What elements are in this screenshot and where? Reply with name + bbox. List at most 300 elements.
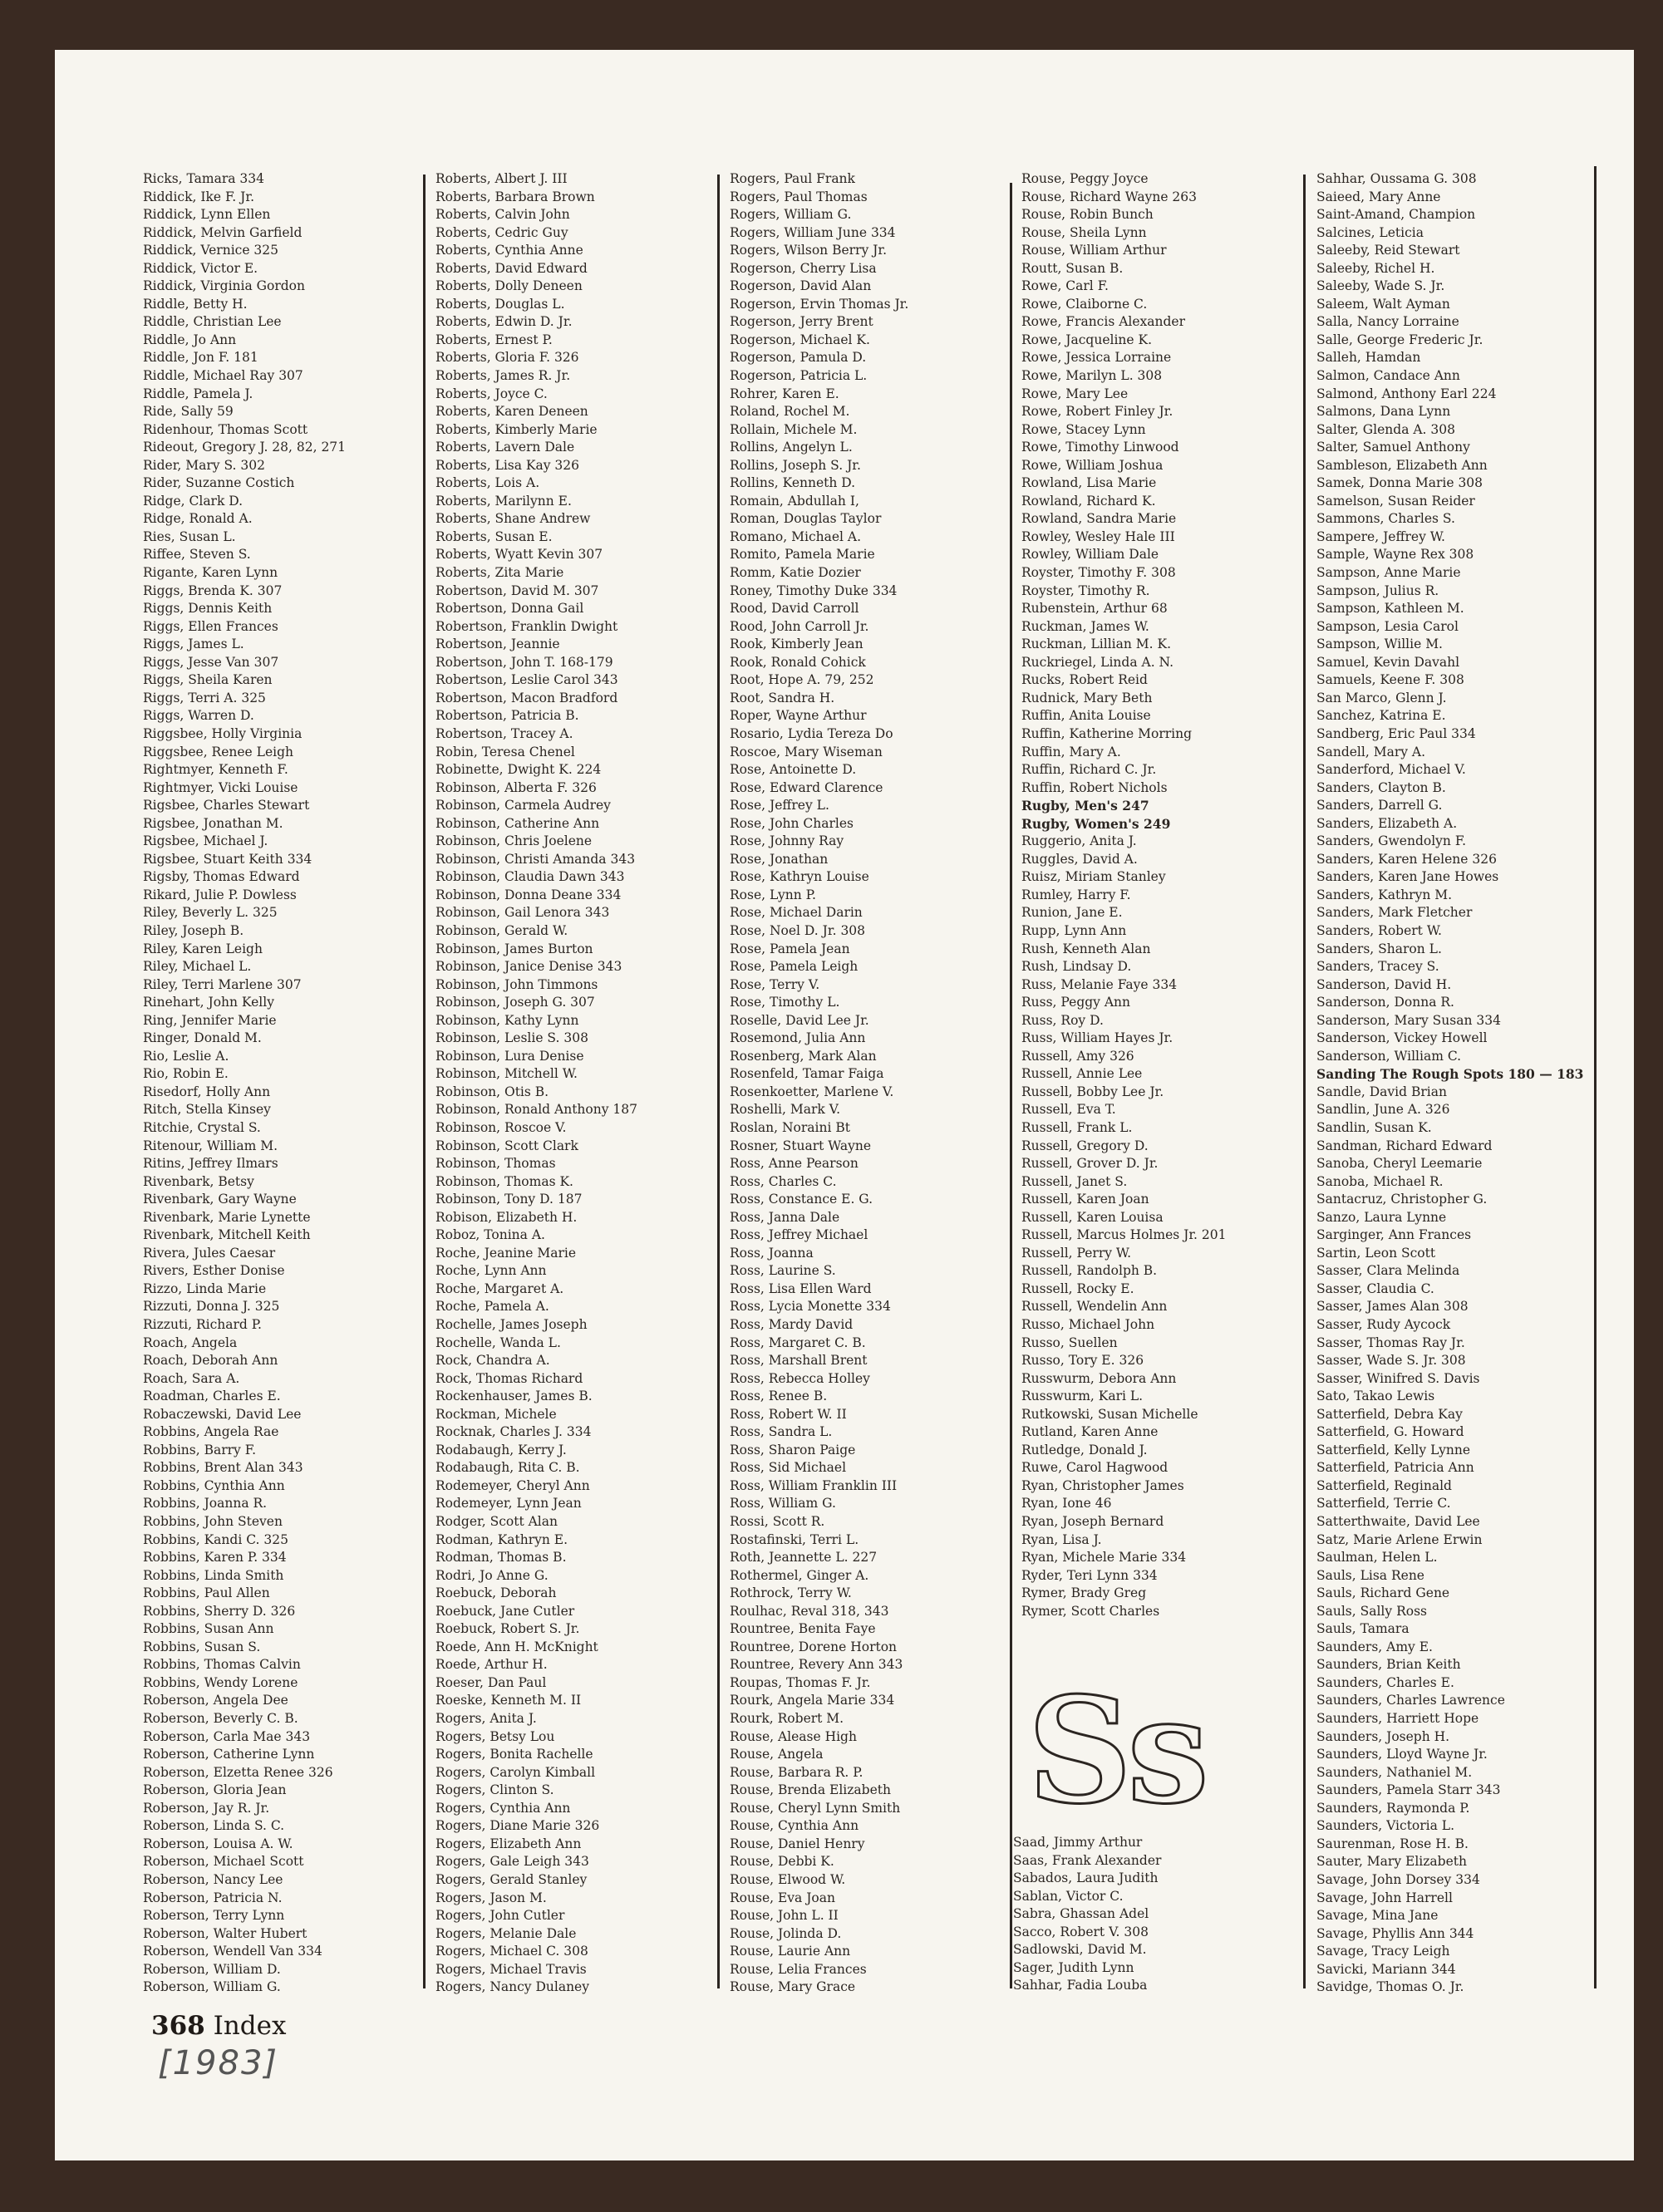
index-entry: Ritch, Stella Kinsey <box>143 1102 271 1118</box>
index-entry: Romm, Katie Dozier <box>730 565 861 581</box>
index-entry: Saleeby, Wade S. Jr. <box>1316 278 1445 294</box>
index-entry: Rogers, Paul Frank <box>730 171 855 186</box>
index-entry: Rosner, Stuart Wayne <box>730 1138 872 1153</box>
index-entry: Salmon, Candace Ann <box>1316 368 1460 384</box>
index-entry: Russell, Rocky E. <box>1021 1281 1134 1296</box>
index-entry: Rush, Kenneth Alan <box>1021 941 1151 956</box>
index-entry: Sandell, Mary A. <box>1316 744 1426 759</box>
column-divider <box>423 175 426 1988</box>
page-folio <box>151 2011 286 2041</box>
index-entry: Riddick, Ike F. Jr. <box>143 189 255 204</box>
index-entry: Romain, Abdullah I, <box>730 493 859 509</box>
index-entry: Robinson, Mitchell W. <box>435 1066 578 1082</box>
index-entry: Saunders, Charles E. <box>1316 1674 1454 1690</box>
index-entry: Ridge, Clark D. <box>143 493 244 509</box>
index-entry: Sanderson, Donna R. <box>1316 995 1454 1010</box>
index-entry: Ricks, Tamara 334 <box>143 171 264 186</box>
index-entry: Riddle, Pamela J. <box>143 386 253 401</box>
index-entry: Robison, Elizabeth H. <box>435 1209 578 1225</box>
index-entry: Saunders, Nathaniel M. <box>1316 1764 1473 1780</box>
column-divider <box>1010 183 1012 1988</box>
index-entry: Rouse, Cheryl Lynn Smith <box>730 1800 901 1816</box>
index-page <box>55 50 1634 2160</box>
index-entry: Rowley, William Dale <box>1021 547 1159 563</box>
index-entry: Rogers, Gale Leigh 343 <box>435 1854 589 1870</box>
index-entry: Riddle, Jo Ann <box>143 332 237 347</box>
index-entry: San Marco, Glenn J. <box>1316 690 1447 705</box>
index-entry: Roebuck, Jane Cutler <box>435 1603 575 1619</box>
index-entry: Routt, Susan B. <box>1021 260 1124 276</box>
index-entry: Robertson, Tracey A. <box>435 725 573 741</box>
index-entry: Roberts, Lavern Dale <box>435 440 575 455</box>
index-entry: Roberts, Edwin D. Jr. <box>435 314 573 330</box>
index-entry: Rodger, Scott Alan <box>435 1514 558 1530</box>
index-entry: Ryan, Christopher James <box>1021 1477 1184 1493</box>
index-entry: Roberson, Terry Lynn <box>143 1908 285 1924</box>
index-entry: Rountree, Revery Ann 343 <box>730 1657 903 1673</box>
index-entry: Sasser, Thomas Ray Jr. <box>1316 1335 1465 1350</box>
index-entry: Ryan, Michele Marie 334 <box>1021 1550 1187 1566</box>
index-entry: Savidge, Thomas O. Jr. <box>1316 1979 1464 1995</box>
index-entry: Royster, Timothy F. 308 <box>1021 565 1176 581</box>
index-entry: Rigante, Karen Lynn <box>143 565 278 581</box>
index-entry: Rowland, Richard K. <box>1021 493 1156 509</box>
index-entry: Sanders, Kathryn M. <box>1316 887 1453 902</box>
index-entry: Rouse, Jolinda D. <box>730 1925 842 1941</box>
index-entry: Russell, Eva T. <box>1021 1102 1116 1118</box>
index-entry: Roberts, Kimberly Marie <box>435 421 598 437</box>
index-entry: Saint-Amand, Champion <box>1316 207 1476 223</box>
index-entry: Ryan, Lisa J. <box>1021 1531 1102 1547</box>
index-entry: Ross, Robert W. II <box>730 1406 847 1422</box>
index-entry: Sanderson, William C. <box>1316 1048 1462 1064</box>
index-entry: Robinson, Janice Denise 343 <box>435 959 622 975</box>
index-entry: Rigsby, Thomas Edward <box>143 869 300 885</box>
index-entry: Rowe, Jessica Lorraine <box>1021 350 1172 366</box>
index-entry: Ross, Constance E. G. <box>730 1192 873 1207</box>
index-entry: Saunders, Victoria L. <box>1316 1818 1455 1834</box>
index-entry: Rood, David Carroll <box>730 601 859 617</box>
index-entry: Roberson, William G. <box>143 1979 281 1995</box>
index-entry: Robbins, Cynthia Ann <box>143 1477 285 1493</box>
index-entry: Robinson, Thomas <box>435 1156 556 1172</box>
index-entry: Riddick, Vernice 325 <box>143 243 279 258</box>
index-entry: Rogers, Wilson Berry Jr. <box>730 243 887 258</box>
index-entry: Rodri, Jo Anne G. <box>435 1567 549 1583</box>
index-entry: Sanders, Karen Helene 326 <box>1316 851 1497 867</box>
index-entry: Sanoba, Michael R. <box>1316 1173 1444 1189</box>
index-entry: Ryder, Teri Lynn 334 <box>1021 1567 1158 1583</box>
index-entry: Rouse, Angela <box>730 1747 824 1762</box>
index-entry: Roche, Lynn Ann <box>435 1263 547 1279</box>
index-entry: Satterfield, Terrie C. <box>1316 1496 1451 1512</box>
index-entry: Sanders, Clayton B. <box>1316 779 1446 795</box>
index-entry: Savage, Mina Jane <box>1316 1908 1439 1924</box>
index-entry: Rose, Timothy L. <box>730 995 840 1010</box>
index-entry: Rouse, Cynthia Ann <box>730 1818 859 1834</box>
index-entry: Rutkowski, Susan Michelle <box>1021 1406 1198 1422</box>
index-entry: Rock, Thomas Richard <box>435 1370 583 1386</box>
index-entry: Royster, Timothy R. <box>1021 582 1150 598</box>
index-entry: Robinson, Gerald W. <box>435 922 568 938</box>
index-entry: Roupas, Thomas F. Jr. <box>730 1674 871 1690</box>
index-entry: Roberts, Marilynn E. <box>435 493 572 509</box>
index-entry: Satterthwaite, David Lee <box>1316 1514 1480 1530</box>
index-entry: Ritenour, William M. <box>143 1138 278 1153</box>
index-entry: Riggs, Jesse Van 307 <box>143 654 279 670</box>
index-entry: Sanders, Karen Jane Howes <box>1316 869 1499 885</box>
index-entry: Rogers, Gerald Stanley <box>435 1871 588 1887</box>
index-entry: Sammons, Charles S. <box>1316 511 1455 527</box>
index-entry: Robertson, Leslie Carol 343 <box>435 672 618 688</box>
index-entry: Rupp, Lynn Ann <box>1021 922 1127 938</box>
index-entry: Roberson, Angela Dee <box>143 1693 288 1708</box>
index-entry: Riggs, Sheila Karen <box>143 672 273 688</box>
index-entry: Rutland, Karen Anne <box>1021 1424 1159 1440</box>
index-entry: Sabados, Laura Judith <box>1013 1870 1159 1886</box>
index-entry: Robinette, Dwight K. 224 <box>435 762 602 778</box>
index-entry: Ruggles, David A. <box>1021 851 1138 867</box>
index-column-2 <box>435 170 637 1997</box>
index-entry: Runion, Jane E. <box>1021 905 1123 921</box>
index-entry: Ross, Margaret C. B. <box>730 1335 866 1350</box>
index-entry: Robertson, Jeannie <box>435 637 560 652</box>
index-entry: Ross, Charles C. <box>730 1173 837 1189</box>
index-entry: Russo, Suellen <box>1021 1335 1118 1350</box>
index-entry: Robbins, Kandi C. 325 <box>143 1531 288 1547</box>
index-entry: Russ, William Hayes Jr. <box>1021 1030 1173 1046</box>
index-entry: Roberts, Zita Marie <box>435 565 564 581</box>
index-entry: Rochelle, James Joseph <box>435 1317 588 1332</box>
index-entry: Sarginger, Ann Frances <box>1316 1227 1472 1243</box>
index-entry: Robbins, Angela Rae <box>143 1424 279 1440</box>
index-entry: Rush, Lindsay D. <box>1021 959 1132 975</box>
index-entry: Riddle, Michael Ray 307 <box>143 368 303 384</box>
index-entry: Rigsbee, Charles Stewart <box>143 798 310 814</box>
index-entry: Rightmyer, Kenneth F. <box>143 762 288 778</box>
index-entry: Rosemond, Julia Ann <box>730 1030 866 1046</box>
index-entry: Robinson, Donna Deane 334 <box>435 887 622 902</box>
index-entry: Rollins, Joseph S. Jr. <box>730 457 861 473</box>
index-entry: Sanding The Rough Spots 180 — 183 <box>1316 1066 1584 1083</box>
index-entry: Satterfield, Reginald <box>1316 1477 1452 1493</box>
index-entry: Robinson, Otis B. <box>435 1084 549 1099</box>
index-entry: Riffee, Steven S. <box>143 547 251 563</box>
index-entry: Roberts, David Edward <box>435 260 588 276</box>
index-entry: Sasser, Clara Melinda <box>1316 1263 1460 1279</box>
index-entry: Rogers, John Cutler <box>435 1908 565 1924</box>
index-entry: Riggs, Dennis Keith <box>143 601 273 617</box>
index-entry: Rowley, Wesley Hale III <box>1021 528 1175 544</box>
index-entry: Roney, Timothy Duke 334 <box>730 582 898 598</box>
index-entry: Satz, Marie Arlene Erwin <box>1316 1531 1483 1547</box>
index-entry: Ringer, Donald M. <box>143 1030 262 1046</box>
index-entry: Sanderson, Mary Susan 334 <box>1316 1012 1501 1028</box>
index-entry: Robinson, Christi Amanda 343 <box>435 851 636 867</box>
column-divider <box>1303 175 1306 1988</box>
index-entry: Robbins, Susan Ann <box>143 1621 274 1637</box>
index-entry: Russell, Gregory D. <box>1021 1138 1149 1153</box>
index-entry: Sasser, Wade S. Jr. 308 <box>1316 1353 1466 1369</box>
index-entry: Roche, Pamela A. <box>435 1299 549 1315</box>
index-entry: Ridge, Ronald A. <box>143 511 253 527</box>
index-entry: Saleeby, Reid Stewart <box>1316 243 1460 258</box>
index-entry: Rivenbark, Betsy <box>143 1173 254 1189</box>
index-entry: Riggs, Warren D. <box>143 708 254 724</box>
index-entry: Roberson, William D. <box>143 1961 281 1977</box>
index-entry: Rodemeyer, Lynn Jean <box>435 1496 582 1512</box>
index-entry: Riddick, Victor E. <box>143 260 258 276</box>
index-entry: Rinehart, John Kelly <box>143 995 274 1010</box>
index-entry: Rymer, Brady Greg <box>1021 1585 1147 1601</box>
index-entry: Russell, Annie Lee <box>1021 1066 1143 1082</box>
index-entry: Rowe, Francis Alexander <box>1021 314 1185 330</box>
index-entry: Sandlin, June A. 326 <box>1316 1102 1450 1118</box>
index-entry: Ross, Marshall Brent <box>730 1353 868 1369</box>
index-entry: Rouse, John L. II <box>730 1908 839 1924</box>
index-entry: Rosenfeld, Tamar Faiga <box>730 1066 884 1082</box>
index-entry: Russell, Bobby Lee Jr. <box>1021 1084 1164 1099</box>
index-entry: Roberts, Joyce C. <box>435 386 548 401</box>
index-entry: Rouse, Eva Joan <box>730 1890 835 1905</box>
index-entry: Robinson, Alberta F. 326 <box>435 779 597 795</box>
index-entry: Ross, Jeffrey Michael <box>730 1227 868 1243</box>
index-entry: Roberson, Michael Scott <box>143 1854 304 1870</box>
index-entry: Samuel, Kevin Davahl <box>1316 654 1460 670</box>
index-entry: Rollain, Michele M. <box>730 421 858 437</box>
index-entry: Roberson, Carla Mae 343 <box>143 1728 311 1744</box>
index-entry: Rogers, William June 334 <box>730 224 896 240</box>
index-entry: Ross, Anne Pearson <box>730 1156 859 1172</box>
index-entry: Rizzo, Linda Marie <box>143 1281 267 1296</box>
index-entry: Robinson, Leslie S. 308 <box>435 1030 588 1046</box>
index-entry: Sanders, Elizabeth A. <box>1316 815 1458 831</box>
index-entry: Saieed, Mary Anne <box>1316 189 1441 204</box>
index-entry: Rodman, Kathryn E. <box>435 1531 568 1547</box>
index-entry: Samuels, Keene F. 308 <box>1316 672 1464 688</box>
index-entry: Rogerson, Patricia L. <box>730 368 868 384</box>
index-entry: Russo, Tory E. 326 <box>1021 1353 1144 1369</box>
index-entry: Ruisz, Miriam Stanley <box>1021 869 1166 885</box>
index-entry: Ridenhour, Thomas Scott <box>143 421 308 437</box>
index-entry: Rogers, Michael C. 308 <box>435 1944 588 1959</box>
index-entry: Saas, Frank Alexander <box>1013 1852 1162 1868</box>
index-entry: Rourk, Robert M. <box>730 1711 844 1727</box>
index-entry: Robbins, Karen P. 334 <box>143 1550 287 1566</box>
index-entry: Rothrock, Terry W. <box>730 1585 852 1601</box>
index-entry: Robinson, Chris Joelene <box>435 833 593 849</box>
index-entry: Rouse, Richard Wayne 263 <box>1021 189 1198 204</box>
index-entry: Robinson, Roscoe V. <box>435 1119 567 1135</box>
index-column-5 <box>1316 170 1583 1997</box>
index-entry: Roberson, Nancy Lee <box>143 1871 283 1887</box>
index-entry: Sanzo, Laura Lynne <box>1316 1209 1447 1225</box>
index-entry: Robinson, Tony D. 187 <box>435 1192 583 1207</box>
index-entry: Roberson, Beverly C. B. <box>143 1711 298 1727</box>
index-entry: Rivera, Jules Caesar <box>143 1245 276 1261</box>
index-entry: Santacruz, Christopher G. <box>1316 1192 1488 1207</box>
index-entry: Savicki, Mariann 344 <box>1316 1961 1456 1977</box>
index-entry: Rider, Suzanne Costich <box>143 475 295 491</box>
index-entry: Russell, Frank L. <box>1021 1119 1133 1135</box>
index-entry: Rockman, Michele <box>435 1406 557 1422</box>
index-entry: Robinson, James Burton <box>435 941 593 956</box>
index-entry: Sasser, Winifred S. Davis <box>1316 1370 1480 1386</box>
index-entry: Satterfield, Patricia Ann <box>1316 1460 1474 1476</box>
index-entry: Roberson, Walter Hubert <box>143 1925 308 1941</box>
index-entry: Satterfield, Debra Kay <box>1316 1406 1463 1422</box>
index-entry: Rideout, Gregory J. 28, 82, 271 <box>143 440 347 455</box>
index-entry: Roberts, Lois A. <box>435 475 540 491</box>
index-entry: Rodemeyer, Cheryl Ann <box>435 1477 590 1493</box>
index-entry: Roberts, Gloria F. 326 <box>435 350 579 366</box>
index-entry: Roulhac, Reval 318, 343 <box>730 1603 889 1619</box>
index-entry: Roberson, Elzetta Renee 326 <box>143 1764 333 1780</box>
column-divider <box>717 175 720 1988</box>
index-entry: Rouse, Mary Grace <box>730 1979 856 1995</box>
index-entry: Rodman, Thomas B. <box>435 1550 567 1566</box>
index-entry: Saunders, Joseph H. <box>1316 1728 1450 1744</box>
index-entry: Rivenbark, Marie Lynette <box>143 1209 311 1225</box>
index-entry: Romano, Michael A. <box>730 528 862 544</box>
index-entry: Roche, Margaret A. <box>435 1281 564 1296</box>
index-entry: Rook, Ronald Cohick <box>730 654 866 670</box>
index-entry: Rikard, Julie P. Dowless <box>143 887 297 902</box>
index-entry: Robinson, Carmela Audrey <box>435 798 611 814</box>
index-entry: Rouse, Peggy Joyce <box>1021 171 1149 186</box>
index-entry: Saunders, Harriett Hope <box>1316 1711 1479 1727</box>
index-entry: Ruckriegel, Linda A. N. <box>1021 654 1174 670</box>
index-entry: Rogerson, Jerry Brent <box>730 314 873 330</box>
index-entry: Rouse, Elwood W. <box>730 1871 846 1887</box>
index-entry: Robbins, Sherry D. 326 <box>143 1603 296 1619</box>
index-entry: Roselle, David Lee Jr. <box>730 1012 869 1028</box>
index-entry: Ross, Lisa Ellen Ward <box>730 1281 872 1296</box>
index-entry: Rocknak, Charles J. 334 <box>435 1424 592 1440</box>
index-entry: Ryan, Joseph Bernard <box>1021 1514 1164 1530</box>
index-entry: Sahhar, Fadia Louba <box>1013 1978 1148 1993</box>
index-entry: Romito, Pamela Marie <box>730 547 875 563</box>
index-entry: Saleem, Walt Ayman <box>1316 296 1450 312</box>
index-entry: Salla, Nancy Lorraine <box>1316 314 1459 330</box>
index-entry: Rochelle, Wanda L. <box>435 1335 561 1350</box>
index-entry: Roberson, Catherine Lynn <box>143 1747 315 1762</box>
index-entry: Rosenkoetter, Marlene V. <box>730 1084 894 1099</box>
index-entry: Robin, Teresa Chenel <box>435 744 575 759</box>
index-entry: Saurenman, Rose H. B. <box>1316 1836 1469 1851</box>
index-entry: Roberson, Wendell Van 334 <box>143 1944 322 1959</box>
index-entry: Rose, Antoinette D. <box>730 762 857 778</box>
index-entry: Rowland, Lisa Marie <box>1021 475 1157 491</box>
index-entry: Ruwe, Carol Hagwood <box>1021 1460 1169 1476</box>
index-entry: Robinson, Joseph G. 307 <box>435 995 595 1010</box>
index-entry: Roach, Deborah Ann <box>143 1353 278 1369</box>
index-entry: Rook, Kimberly Jean <box>730 637 863 652</box>
index-entry: Riley, Michael L. <box>143 959 252 975</box>
index-entry: Ross, Sid Michael <box>730 1460 847 1476</box>
index-entry: Rugby, Men's 247 <box>1021 798 1149 814</box>
index-entry: Robbins, Thomas Calvin <box>143 1657 301 1673</box>
index-entry: Rouse, Lelia Frances <box>730 1961 867 1977</box>
index-entry: Roach, Angela <box>143 1335 238 1350</box>
index-entry: Ruckman, James W. <box>1021 618 1149 634</box>
index-entry: Riddle, Christian Lee <box>143 314 282 330</box>
index-entry: Rose, Johnny Ray <box>730 833 844 849</box>
index-entry: Rose, Pamela Jean <box>730 941 850 956</box>
index-entry: Roede, Arthur H. <box>435 1657 548 1673</box>
index-entry: Rogers, Diane Marie 326 <box>435 1818 600 1834</box>
index-entry: Sasser, James Alan 308 <box>1316 1299 1469 1315</box>
index-entry: Robertson, David M. 307 <box>435 582 599 598</box>
index-entry: Robinson, Claudia Dawn 343 <box>435 869 625 885</box>
index-entry: Roberts, Albert J. III <box>435 171 568 186</box>
index-entry: Russell, Wendelin Ann <box>1021 1299 1168 1315</box>
index-entry: Rose, Terry V. <box>730 976 820 992</box>
index-entry: Rose, John Charles <box>730 815 854 831</box>
index-entry: Rouse, Alease High <box>730 1728 857 1744</box>
index-entry: Ross, Lycia Monette 334 <box>730 1299 891 1315</box>
index-entry: Rowe, Carl F. <box>1021 278 1109 294</box>
index-entry: Robbins, Wendy Lorene <box>143 1674 298 1690</box>
index-entry: Sandle, David Brian <box>1316 1084 1447 1099</box>
index-entry: Sanderson, Vickey Howell <box>1316 1030 1488 1046</box>
index-entry: Rourk, Angela Marie 334 <box>730 1693 895 1708</box>
index-entry: Rose, Edward Clarence <box>730 779 883 795</box>
index-entry: Ross, Joanna <box>730 1245 814 1261</box>
index-entry: Saunders, Charles Lawrence <box>1316 1693 1505 1708</box>
index-entry: Roberson, Patricia N. <box>143 1890 283 1905</box>
index-entry: Sablan, Victor C. <box>1013 1888 1124 1904</box>
index-entry: Salmond, Anthony Earl 224 <box>1316 386 1497 401</box>
index-entry: Saunders, Lloyd Wayne Jr. <box>1316 1747 1488 1762</box>
index-entry: Rouse, Robin Bunch <box>1021 207 1154 223</box>
index-entry: Sambleson, Elizabeth Ann <box>1316 457 1488 473</box>
index-entry: Rollins, Angelyn L. <box>730 440 853 455</box>
index-entry: Russo, Michael John <box>1021 1317 1155 1332</box>
index-entry: Sanchez, Katrina E. <box>1316 708 1446 724</box>
index-entry: Russ, Melanie Faye 334 <box>1021 976 1178 992</box>
index-entry: Rose, Jonathan <box>730 851 829 867</box>
index-entry: Riddle, Betty H. <box>143 296 248 312</box>
index-entry: Roberts, Wyatt Kevin 307 <box>435 547 603 563</box>
index-entry: Roth, Jeannette L. 227 <box>730 1550 878 1566</box>
index-entry: Riggsbee, Holly Virginia <box>143 725 303 741</box>
index-entry: Rogerson, Ervin Thomas Jr. <box>730 296 909 312</box>
index-entry: Russell, Amy 326 <box>1021 1048 1134 1064</box>
index-entry: Rountree, Benita Faye <box>730 1621 876 1637</box>
index-entry: Russ, Peggy Ann <box>1021 995 1131 1010</box>
index-entry: Ross, Mardy David <box>730 1317 854 1332</box>
index-entry: Rountree, Dorene Horton <box>730 1639 898 1654</box>
index-entry: Rider, Mary S. 302 <box>143 457 265 473</box>
index-entry: Savage, John Harrell <box>1316 1890 1453 1905</box>
index-entry: Rose, Lynn P. <box>730 887 816 902</box>
index-entry: Robinson, Catherine Ann <box>435 815 600 831</box>
index-entry: Sacco, Robert V. 308 <box>1013 1924 1149 1939</box>
index-entry: Ross, Sharon Paige <box>730 1442 856 1457</box>
index-column-3 <box>730 170 908 1997</box>
index-entry: Saunders, Amy E. <box>1316 1639 1433 1654</box>
index-entry: Sanders, Sharon L. <box>1316 941 1442 956</box>
index-entry: Rio, Robin E. <box>143 1066 229 1082</box>
index-entry: Rowland, Sandra Marie <box>1021 511 1177 527</box>
index-entry: Ross, William Franklin III <box>730 1477 898 1493</box>
index-entry: Rouse, Sheila Lynn <box>1021 224 1147 240</box>
index-entry: Sauter, Mary Elizabeth <box>1316 1854 1467 1870</box>
index-entry: Riddle, Jon F. 181 <box>143 350 258 366</box>
index-entry: Salleh, Hamdan <box>1316 350 1421 366</box>
index-entry: Rigsbee, Jonathan M. <box>143 815 283 831</box>
